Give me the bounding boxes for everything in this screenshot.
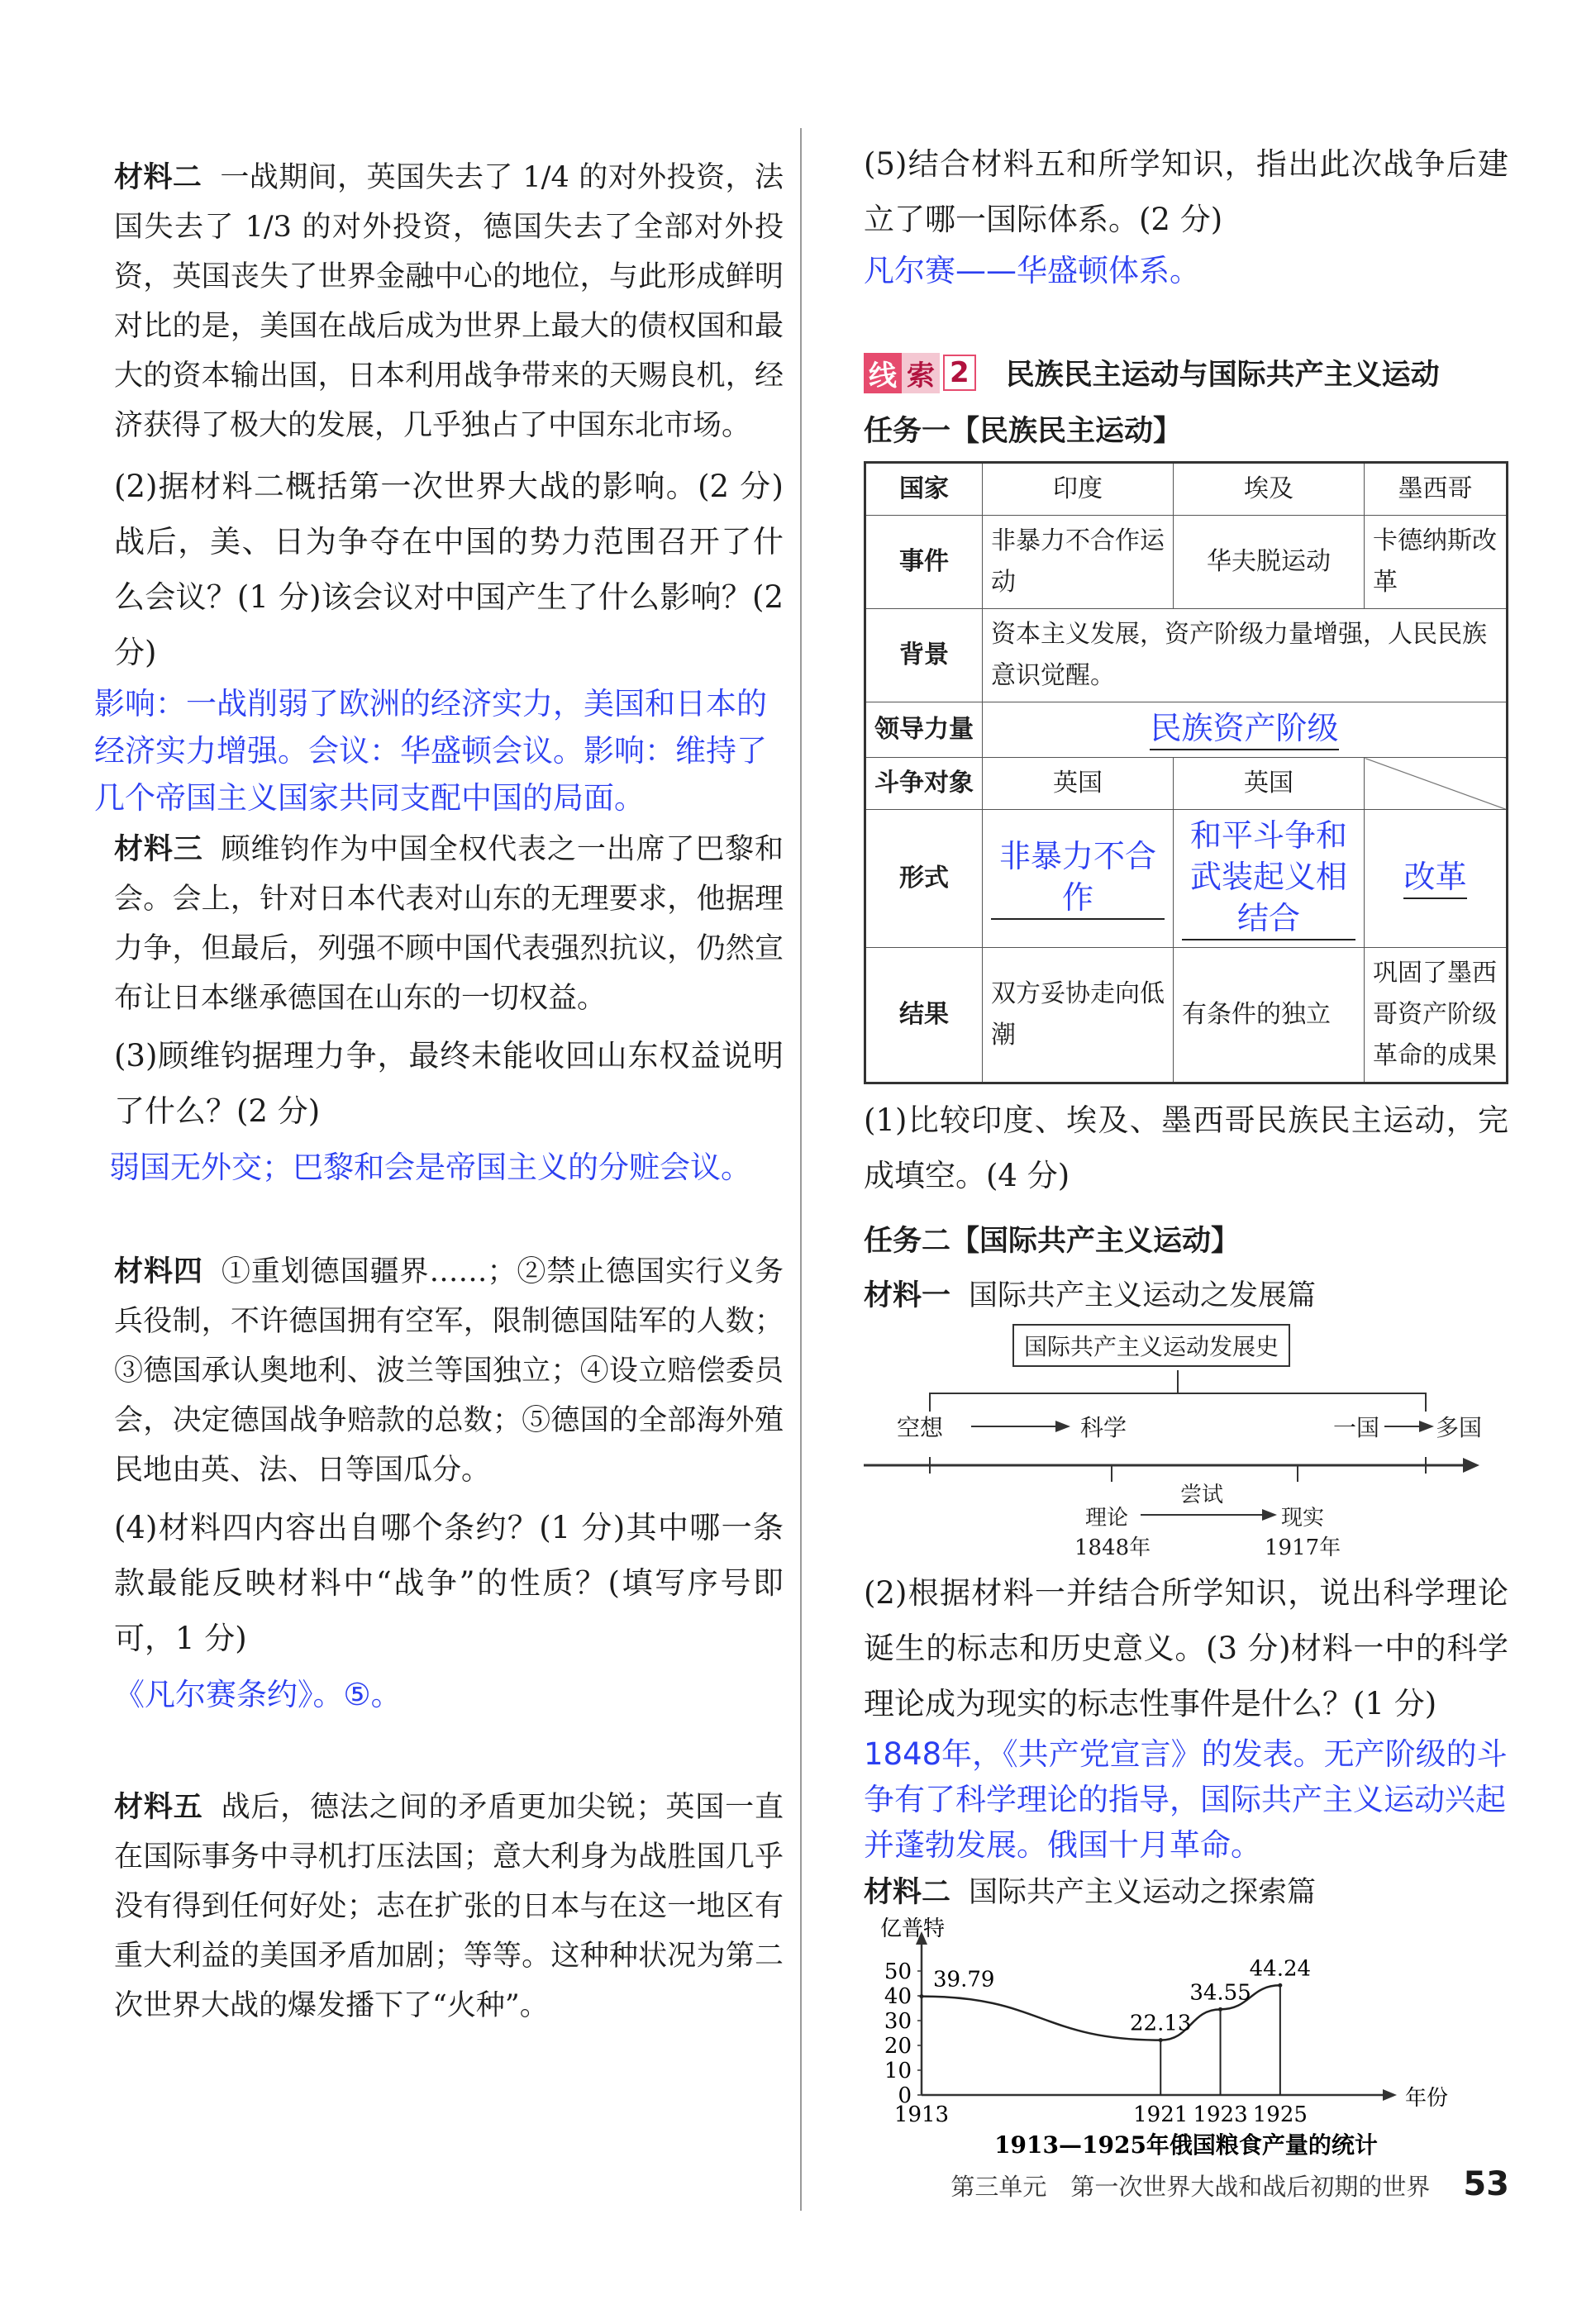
clue-tag-char-1: 线 — [864, 353, 902, 393]
data-point — [1159, 2038, 1163, 2042]
question-2: (2)据材料二概括第一次世界大战的影响。(2 分)战后，美、日为争夺在中国的势力范围召开了什么会议？(1 分)该会议对中国产生了什么影响？(2 分) — [114, 469, 784, 670]
material-r2 — [864, 1868, 1508, 1917]
chart-title: 1913—1925年俄国粮食产量的统计 — [994, 2131, 1378, 2159]
material-r1-text: 国际共产主义运动之发展篇 — [969, 1279, 1317, 1312]
clue-title: 民族民主运动与国际共产主义运动 — [1005, 359, 1440, 392]
label-yiguo: 一国 — [1333, 1414, 1380, 1441]
result-india: 双方妥协走向低潮 — [983, 948, 1174, 1083]
leader-answer: 民族资产阶级 — [1150, 707, 1338, 750]
answer-3: 弱国无外交；巴黎和会是帝国主义的分赃会议。 — [109, 1150, 751, 1185]
y-axis-label: 亿普特 — [880, 1917, 946, 1941]
x-axis-label: 年份 — [1405, 2086, 1449, 2111]
label-duoguo: 多国 — [1436, 1414, 1483, 1441]
clue-tag-char-2: 索 — [902, 353, 940, 393]
material-2 — [114, 153, 784, 450]
form-egypt-answer: 和平斗争和武装起义相结合 — [1182, 815, 1355, 940]
material-5-text: 战后，德法之间的矛盾更加尖锐；英国一直在国际事务中寻机打压法国；意大利身为战胜国几乎没有得到任何好处；志在扩张的日本与在这一地区有重大利益的美国矛盾加剧；等等。这种种状况为第二次世界大战的爆发播下了“火种”。 — [114, 1791, 784, 2022]
label-kongxiang: 空想 — [897, 1414, 944, 1441]
form-mexico-answer: 改革 — [1403, 856, 1466, 899]
label-1917: 1917年 — [1265, 1536, 1341, 1560]
background-cell: 资本主义发展，资产阶级力量增强，人民民族意识觉醒。 — [983, 609, 1508, 702]
value-label: 22.13 — [1130, 2011, 1192, 2036]
target-mexico-slash — [1365, 758, 1508, 810]
target-india: 英国 — [983, 758, 1174, 810]
form-mexico — [1365, 810, 1508, 948]
material-r2-text: 国际共产主义运动之探索篇 — [969, 1876, 1317, 1909]
data-point — [1278, 1983, 1282, 1988]
x-tick-label: 1923 — [1193, 2102, 1248, 2127]
material-3 — [114, 825, 784, 1023]
leader-cell — [983, 702, 1508, 758]
form-egypt — [1174, 810, 1365, 948]
value-label: 44.24 — [1249, 1956, 1312, 1982]
result-egypt: 有条件的独立 — [1174, 948, 1365, 1083]
clue-tag — [864, 353, 976, 393]
material-4 — [114, 1247, 784, 1495]
country-india: 印度 — [983, 463, 1174, 516]
question-5: (5)结合材料五和所学知识，指出此次战争后建立了哪一国际体系。(2 分) — [864, 146, 1508, 237]
event-india: 非暴力不合作运动 — [983, 516, 1174, 609]
data-point — [920, 1994, 924, 1998]
material-4-label: 材料四 — [114, 1255, 203, 1288]
clue-2-header — [864, 352, 1508, 393]
grain-chart-svg — [864, 1917, 1508, 2165]
x-axis-arrow — [1383, 2089, 1397, 2101]
x-tick-label: 1913 — [893, 2102, 950, 2127]
material-4-text: ①重划德国疆界……；②禁止德国实行义务兵役制，不许德国拥有空军，限制德国陆军的人数；③德国承认奥地利、波兰等国独立；④设立赔偿委员会，决定德国战争赔款的总数；⑤德国的全部海外殖民地由英、法、日等国瓜分。 — [114, 1255, 784, 1487]
y-tick-label: 0 — [898, 2083, 912, 2108]
label-lilun: 理论 — [1085, 1506, 1129, 1531]
row-header-event: 事件 — [865, 516, 983, 609]
form-india-answer: 非暴力不合作 — [991, 836, 1165, 920]
row-header-leader: 领导力量 — [865, 702, 983, 758]
material-3-label: 材料三 — [114, 833, 203, 866]
diagram-title: 国际共产主义运动发展史 — [1012, 1324, 1290, 1367]
footer-unit-title: 第三单元 第一次世界大战和战后初期的世界 — [950, 2173, 1431, 2201]
label-kexue: 科学 — [1080, 1414, 1127, 1441]
y-tick-label: 10 — [884, 2059, 912, 2083]
material-5 — [114, 1783, 784, 2031]
target-egypt: 英国 — [1174, 758, 1365, 810]
movements-table — [864, 461, 1508, 1084]
y-tick-label: 40 — [884, 1984, 912, 2009]
material-r1-label: 材料一 — [864, 1279, 951, 1312]
column-divider — [800, 128, 802, 2211]
material-2-label: 材料二 — [114, 161, 202, 194]
material-2-text: 一战期间，英国失去了 1/4 的对外投资，法国失去了 1/3 的对外投资，德国失去了全部对外投资，英国丧失了世界金融中心的地位，与此形成鲜明对比的是，美国在战后成为世界上最大的债权国和最大的资本输出国，日本利用战争带来的天赐良机，经济获得了极大的发展，几乎独占了中国东北市场。 — [114, 161, 784, 442]
answer-4: 《凡尔赛条约》。⑤。 — [114, 1677, 402, 1712]
question-t1: (1)比较印度、埃及、墨西哥民族民主运动，完成填空。(4 分) — [864, 1102, 1508, 1193]
material-r2-label: 材料二 — [864, 1876, 951, 1909]
left-column — [94, 153, 784, 2031]
y-tick-label: 20 — [884, 2034, 912, 2059]
label-xianshi: 现实 — [1281, 1506, 1325, 1531]
grain-chart — [864, 1917, 1508, 2165]
value-label: 34.55 — [1189, 1980, 1251, 2006]
event-mexico: 卡德纳斯改革 — [1365, 516, 1508, 609]
data-point — [1218, 2007, 1222, 2012]
event-egypt: 华夫脱运动 — [1174, 516, 1365, 609]
x-tick-label: 1921 — [1133, 2102, 1189, 2127]
row-header-country: 国家 — [865, 463, 983, 516]
y-tick-label: 30 — [884, 2009, 912, 2034]
row-header-target: 斗争对象 — [865, 758, 983, 810]
question-3: (3)顾维钧据理力争，最终未能收回山东权益说明了什么？(2 分) — [114, 1038, 784, 1129]
row-header-result: 结果 — [865, 948, 983, 1083]
row-header-form: 形式 — [865, 810, 983, 948]
page-footer — [950, 2165, 1509, 2203]
material-3-text: 顾维钧作为中国全权代表之一出席了巴黎和会。会上，针对日本代表对山东的无理要求，他据理力争，但最后，列强不顾中国代表强烈抗议，仍然宣布让日本继承德国在山东的一切权益。 — [114, 833, 784, 1015]
question-t2: (2)根据材料一并结合所学知识，说出科学理论诞生的标志和历史意义。(3 分)材料一中的科学理论成为现实的标志性事件是什么？(1 分) — [864, 1575, 1508, 1721]
answer-5: 凡尔赛——华盛顿体系。 — [864, 253, 1200, 288]
task-2-heading: 任务二【国际共产主义运动】 — [864, 1225, 1241, 1258]
question-4: (4)材料四内容出自哪个条约？(1 分)其中哪一条款最能反映材料中“战争”的性质？(填写序号即可，1 分) — [114, 1510, 784, 1656]
material-5-label: 材料五 — [114, 1791, 203, 1824]
form-india — [983, 810, 1174, 948]
material-r1 — [864, 1271, 1508, 1321]
label-changshi: 尝试 — [1180, 1483, 1224, 1507]
y-tick-label: 50 — [884, 1959, 912, 1984]
value-label: 39.79 — [933, 1967, 995, 1993]
label-1848: 1848年 — [1074, 1536, 1151, 1560]
development-diagram — [864, 1321, 1508, 1560]
row-header-background: 背景 — [865, 609, 983, 702]
right-column — [864, 146, 1508, 2165]
country-mexico: 墨西哥 — [1365, 463, 1508, 516]
answer-t2: 1848年，《共产党宣言》的发表。无产阶级的斗争有了科学理论的指导，国际共产主义运动兴起并蓬勃发展。俄国十月革命。 — [864, 1736, 1508, 1863]
diagram-lines — [864, 1321, 1508, 1560]
result-mexico: 巩固了墨西哥资产阶级革命的成果 — [1365, 948, 1508, 1083]
page-number: 53 — [1463, 2165, 1509, 2203]
country-egypt: 埃及 — [1174, 463, 1365, 516]
answer-2: 影响：一战削弱了欧洲的经济实力，美国和日本的经济实力增强。会议：华盛顿会议。影响：维持了几个帝国主义国家共同支配中国的局面。 — [94, 686, 767, 816]
x-tick-label: 1925 — [1252, 2102, 1308, 2127]
task-1-heading: 任务一【民族民主运动】 — [864, 415, 1183, 448]
clue-tag-number: 2 — [943, 355, 976, 391]
